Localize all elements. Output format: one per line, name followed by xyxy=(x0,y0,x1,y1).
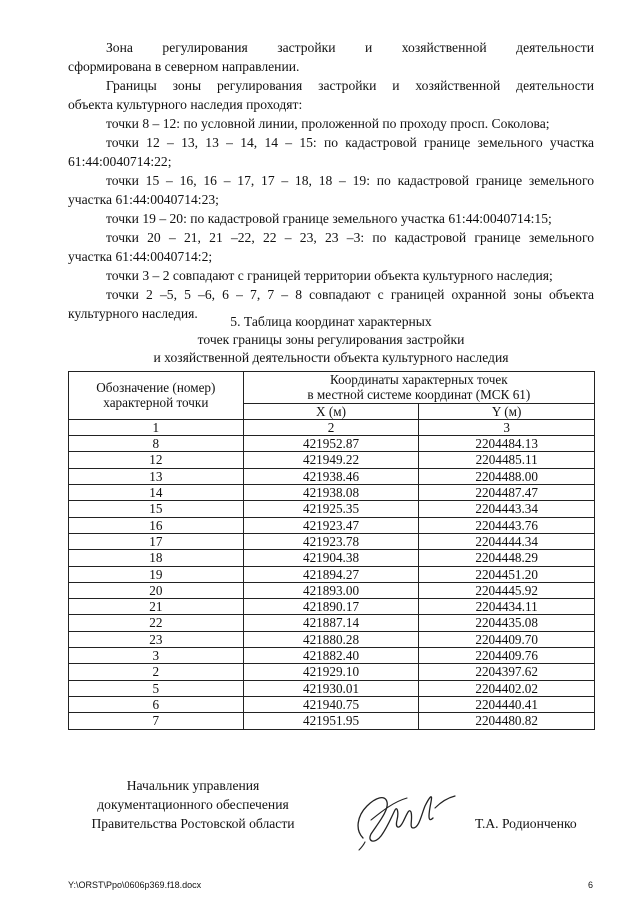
table-row xyxy=(69,599,595,615)
table-row xyxy=(69,582,595,598)
point-cell: 6 xyxy=(69,696,244,712)
header-coordinates xyxy=(243,372,594,404)
x-coordinate-cell: 421882.40 xyxy=(243,648,419,664)
table-body xyxy=(69,436,595,729)
x-coordinate-cell: 421880.28 xyxy=(243,631,419,647)
column-number-3: 3 xyxy=(419,419,595,435)
point-cell: 16 xyxy=(69,517,244,533)
x-coordinate-cell: 421940.75 xyxy=(243,696,419,712)
header-point-designation-line1: Обозначение (номер) xyxy=(96,380,216,396)
table-row xyxy=(69,615,595,631)
y-coordinate-cell: 2204409.76 xyxy=(419,648,595,664)
paragraph-zone-line2: сформирована в северном направлении. xyxy=(68,59,300,74)
x-coordinate-cell: 421894.27 xyxy=(243,566,419,582)
table-row xyxy=(69,533,595,549)
header-y: Y (м) xyxy=(419,403,595,419)
paragraph-points-20-3-line2: участка 61:44:0040714:2; xyxy=(68,249,213,264)
point-cell: 19 xyxy=(69,566,244,582)
x-coordinate-cell: 421890.17 xyxy=(243,599,419,615)
signatory-title-line3: Правительства Ростовской области xyxy=(91,816,295,831)
signatory-name: Т.А. Родионченко xyxy=(475,816,577,831)
column-number-1: 1 xyxy=(69,419,244,435)
table-row xyxy=(69,713,595,729)
paragraph-points-8-12: точки 8 – 12: по условной линии, проложенной по проходу просп. Соколова; xyxy=(106,116,550,131)
x-coordinate-cell: 421929.10 xyxy=(243,664,419,680)
point-cell: 20 xyxy=(69,582,244,598)
point-cell: 13 xyxy=(69,468,244,484)
y-coordinate-cell: 2204409.70 xyxy=(419,631,595,647)
coordinates-table xyxy=(68,371,595,730)
x-coordinate-cell: 421904.38 xyxy=(243,550,419,566)
point-cell: 21 xyxy=(69,599,244,615)
handwritten-signature xyxy=(335,772,465,852)
header-point-designation-line2: характерной точки xyxy=(103,395,209,411)
x-coordinate-cell: 421949.22 xyxy=(243,452,419,468)
table-column-number-row xyxy=(69,419,595,435)
header-point-designation xyxy=(69,372,244,420)
paragraph-points-20-3-line1: точки 20 – 21, 21 –22, 22 – 23, 23 –3: по кадастровой границе земельного xyxy=(106,230,594,245)
y-coordinate-cell: 2204444.34 xyxy=(419,533,595,549)
x-coordinate-cell: 421930.01 xyxy=(243,680,419,696)
paragraph-points-12-15-line2: 61:44:0040714:22; xyxy=(68,154,172,169)
table-row xyxy=(69,680,595,696)
table-row xyxy=(69,468,595,484)
x-coordinate-cell: 421938.46 xyxy=(243,468,419,484)
footer-page-number: 6 xyxy=(588,880,594,890)
x-coordinate-cell: 421951.95 xyxy=(243,713,419,729)
x-coordinate-cell: 421923.47 xyxy=(243,517,419,533)
y-coordinate-cell: 2204488.00 xyxy=(419,468,595,484)
x-coordinate-cell: 421887.14 xyxy=(243,615,419,631)
y-coordinate-cell: 2204485.11 xyxy=(419,452,595,468)
point-cell: 8 xyxy=(69,436,244,452)
point-cell: 3 xyxy=(69,648,244,664)
x-coordinate-cell: 421952.87 xyxy=(243,436,419,452)
paragraph-boundaries-line1: Границы зоны регулирования застройки и хозяйственной деятельности xyxy=(106,78,594,93)
point-cell: 23 xyxy=(69,631,244,647)
table-row xyxy=(69,566,595,582)
table-row xyxy=(69,436,595,452)
y-coordinate-cell: 2204434.11 xyxy=(419,599,595,615)
paragraph-points-2-8-line2: культурного наследия. xyxy=(68,306,198,321)
y-coordinate-cell: 2204487.47 xyxy=(419,485,595,501)
footer-file-path: Y:\ORST\Ppo\0606p369.f18.docx xyxy=(68,880,202,890)
table-row xyxy=(69,550,595,566)
x-coordinate-cell: 421938.08 xyxy=(243,485,419,501)
point-cell: 7 xyxy=(69,713,244,729)
table-row xyxy=(69,452,595,468)
signatory-title xyxy=(68,776,318,833)
y-coordinate-cell: 2204443.76 xyxy=(419,517,595,533)
y-coordinate-cell: 2204484.13 xyxy=(419,436,595,452)
table-row xyxy=(69,485,595,501)
table-row xyxy=(69,648,595,664)
paragraph-points-15-19-line2: участка 61:44:0040714:23; xyxy=(68,192,219,207)
signatory-title-line2: документационного обеспечения xyxy=(97,797,289,812)
y-coordinate-cell: 2204397.62 xyxy=(419,664,595,680)
y-coordinate-cell: 2204448.29 xyxy=(419,550,595,566)
table-header-row xyxy=(69,372,595,404)
paragraph-points-3-2: точки 3 – 2 совпадают с границей территории объекта культурного наследия; xyxy=(106,268,553,283)
paragraph-points-2-8-line1: точки 2 –5, 5 –6, 6 – 7, 7 – 8 совпадают с границей охранной зоны объекта xyxy=(106,287,594,302)
point-cell: 14 xyxy=(69,485,244,501)
table-title-line3: и хозяйственной деятельности объекта культурного наследия xyxy=(153,350,509,365)
x-coordinate-cell: 421893.00 xyxy=(243,582,419,598)
y-coordinate-cell: 2204440.41 xyxy=(419,696,595,712)
paragraph-points-15-19-line1: точки 15 – 16, 16 – 17, 17 – 18, 18 – 19: по кадастровой границе земельного xyxy=(106,173,594,188)
table-row xyxy=(69,696,595,712)
point-cell: 12 xyxy=(69,452,244,468)
table-title-line1: 5. Таблица координат характерных xyxy=(230,314,432,329)
table-title-line2: точек границы зоны регулирования застройки xyxy=(197,332,465,347)
signatory-title-line1: Начальник управления xyxy=(126,778,260,793)
paragraph-points-12-15-line1: точки 12 – 13, 13 – 14, 14 – 15: по кадастровой границе земельного участка xyxy=(106,135,594,150)
x-coordinate-cell: 421923.78 xyxy=(243,533,419,549)
table-row xyxy=(69,517,595,533)
column-number-2: 2 xyxy=(243,419,419,435)
header-x: X (м) xyxy=(243,403,419,419)
y-coordinate-cell: 2204435.08 xyxy=(419,615,595,631)
y-coordinate-cell: 2204445.92 xyxy=(419,582,595,598)
paragraph-boundaries-line2: объекта культурного наследия проходят: xyxy=(68,97,303,112)
point-cell: 15 xyxy=(69,501,244,517)
point-cell: 22 xyxy=(69,615,244,631)
header-coordinates-line1: Координаты характерных точек xyxy=(329,372,508,387)
header-coordinates-line2: в местной системе координат (МСК 61) xyxy=(307,387,531,403)
point-cell: 2 xyxy=(69,664,244,680)
point-cell: 18 xyxy=(69,550,244,566)
paragraph-points-19-20: точки 19 – 20: по кадастровой границе земельного участка 61:44:0040714:15; xyxy=(106,211,552,226)
paragraph-zone-line1: Зона регулирования застройки и хозяйственной деятельности xyxy=(106,40,594,55)
table-row xyxy=(69,631,595,647)
x-coordinate-cell: 421925.35 xyxy=(243,501,419,517)
y-coordinate-cell: 2204402.02 xyxy=(419,680,595,696)
y-coordinate-cell: 2204443.34 xyxy=(419,501,595,517)
y-coordinate-cell: 2204451.20 xyxy=(419,566,595,582)
table-row xyxy=(69,501,595,517)
table-row xyxy=(69,664,595,680)
point-cell: 17 xyxy=(69,533,244,549)
y-coordinate-cell: 2204480.82 xyxy=(419,713,595,729)
point-cell: 5 xyxy=(69,680,244,696)
